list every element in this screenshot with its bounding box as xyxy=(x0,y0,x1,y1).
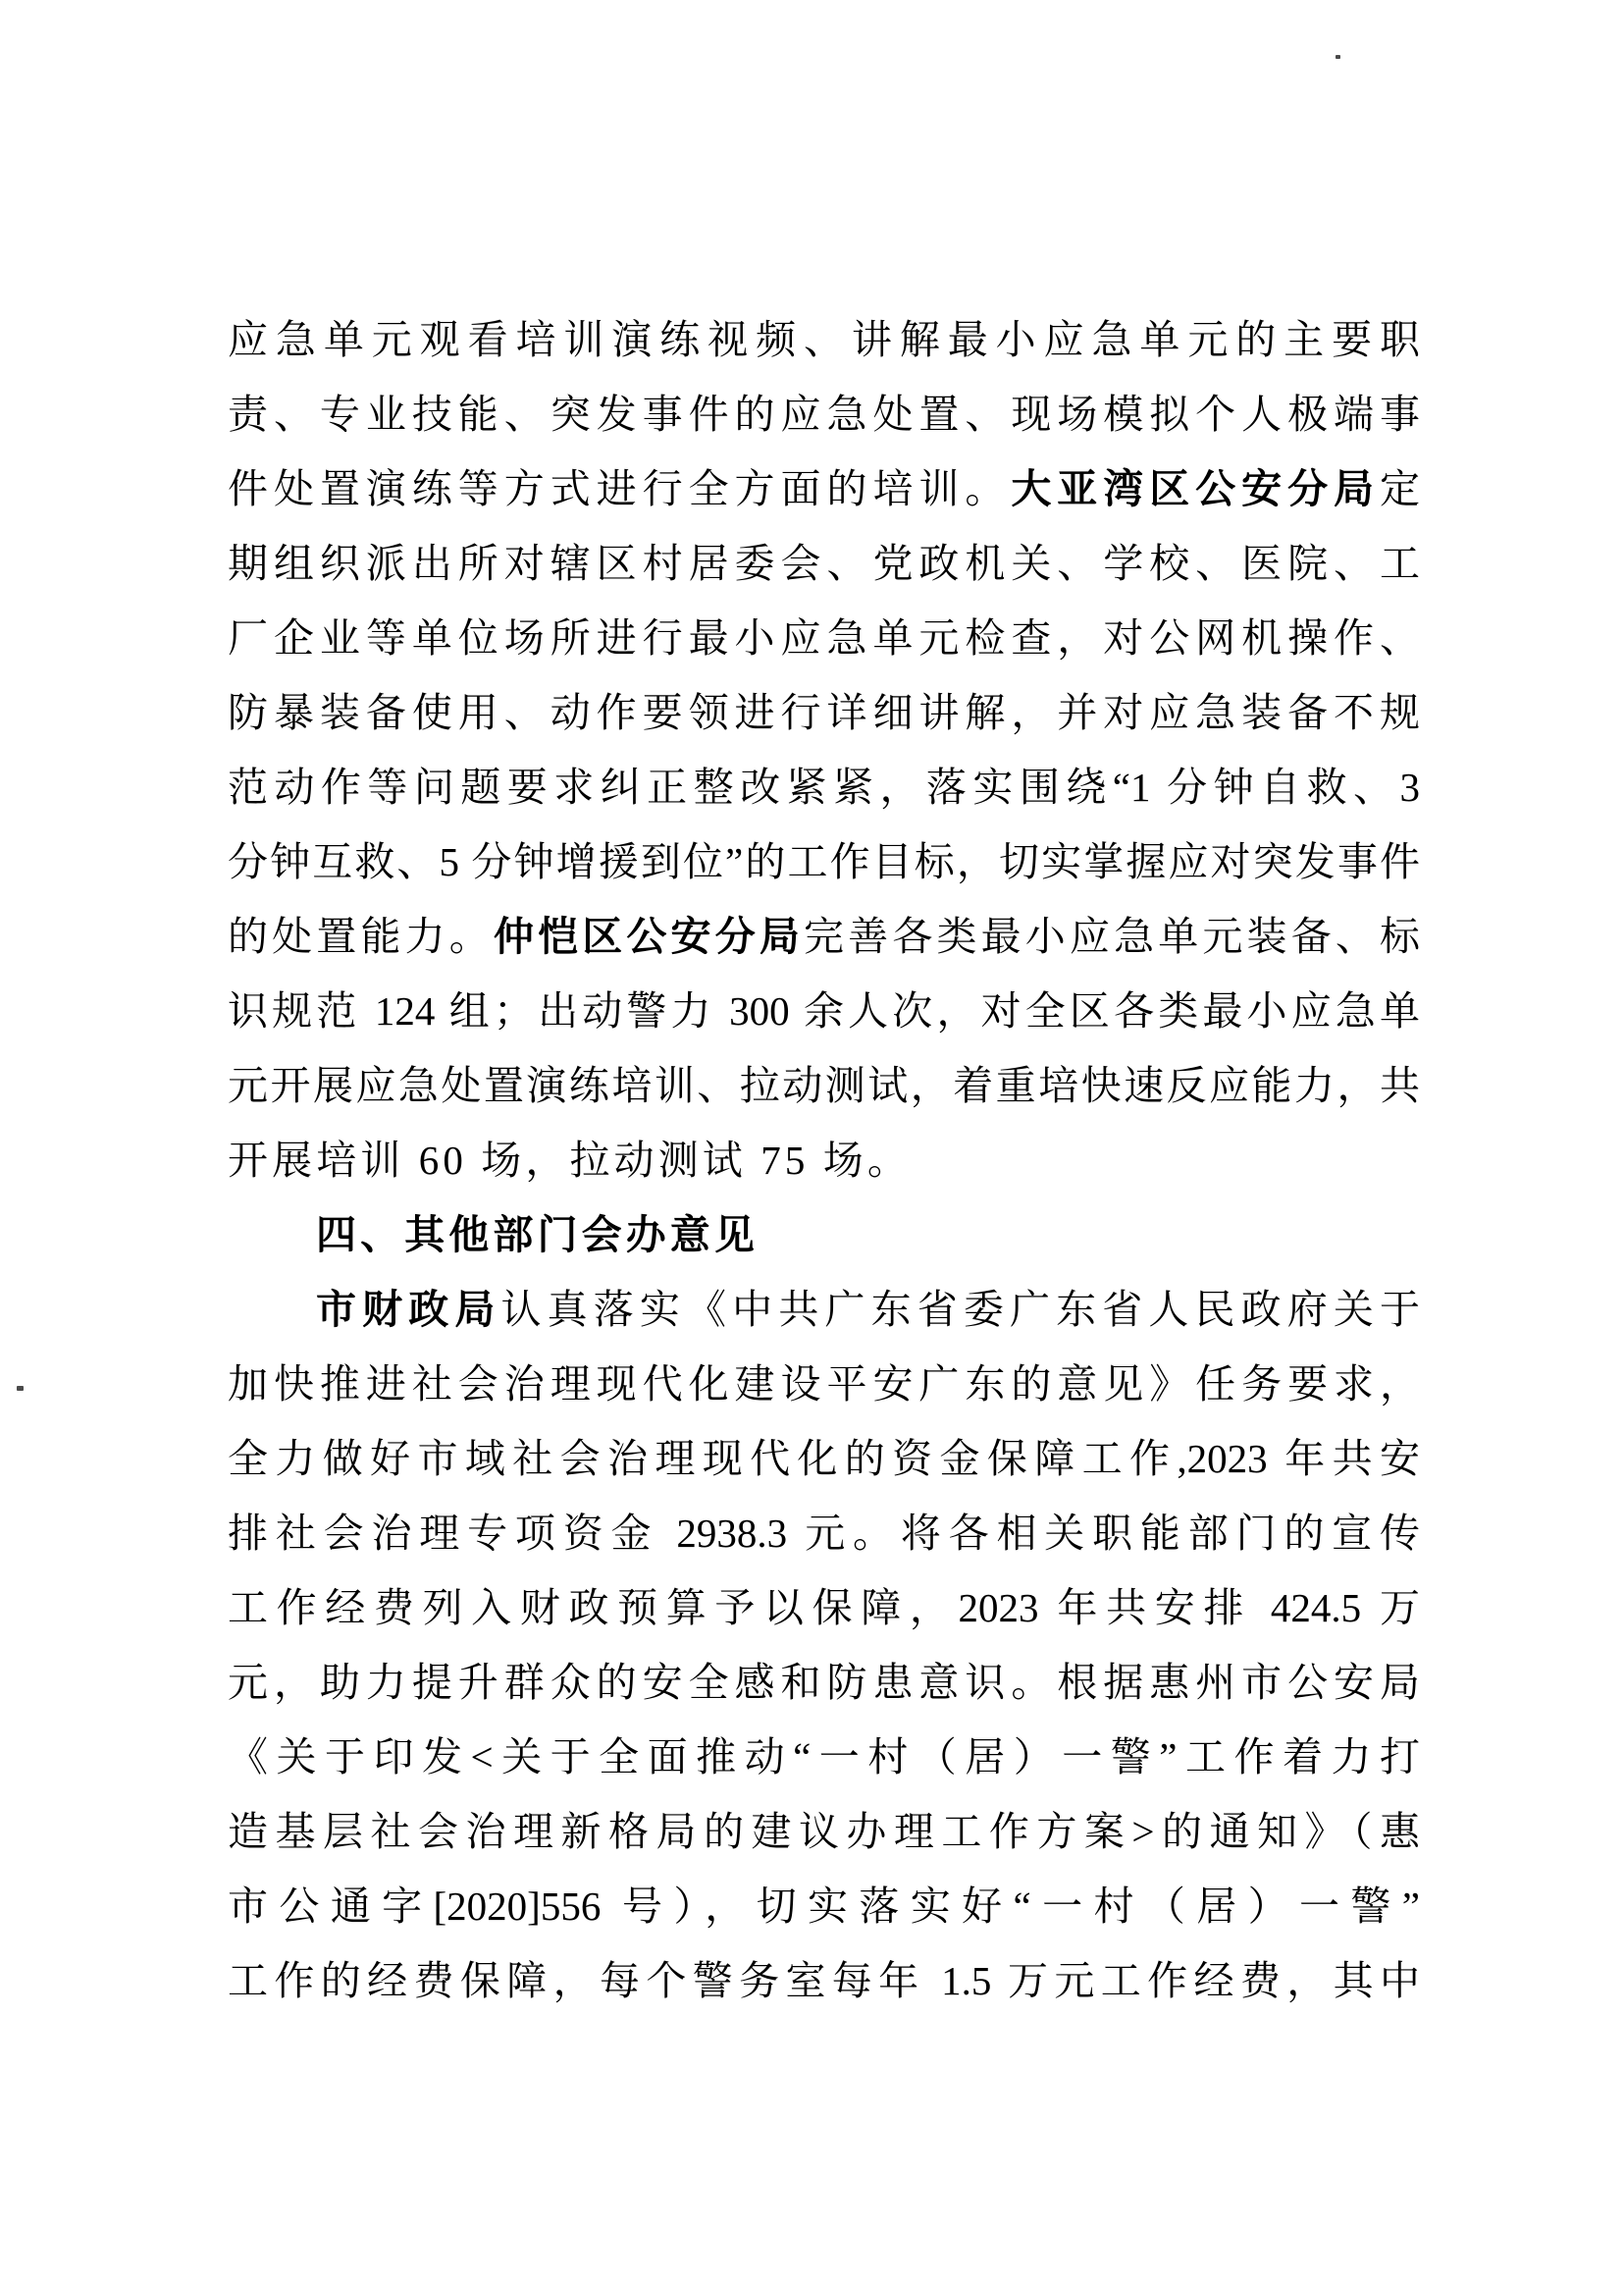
text-line-15 xyxy=(228,1347,1420,1421)
text-segment: 《关于印发<关于全面推动“一村（居）一警”工作着力打 xyxy=(228,1734,1420,1779)
scan-speck-1 xyxy=(17,1386,24,1391)
text-line-19 xyxy=(228,1645,1420,1720)
text-segment: 件处置演练等方式进行全方面的培训。 xyxy=(228,466,1012,511)
bold-text-segment: 仲恺区公安分局 xyxy=(493,914,805,959)
bold-text-segment: 大亚湾区公安分局 xyxy=(1011,466,1381,511)
text-line-17 xyxy=(228,1496,1420,1570)
text-segment: 的处置能力。 xyxy=(228,914,494,959)
text-segment: 应急单元观看培训演练视频、讲解最小应急单元的主要职 xyxy=(228,317,1420,362)
text-line-20 xyxy=(228,1720,1420,1794)
text-segment: 分钟互救、5 分钟增援到位”的工作目标，切实掌握应对突发事件 xyxy=(228,839,1420,884)
text-segment: 全力做好市域社会治理现代化的资金保障工作,2023 年共安 xyxy=(228,1436,1420,1481)
text-segment: 市公通字[2020]556 号），切实落实好“一村（居）一警” xyxy=(228,1884,1420,1929)
text-line-18 xyxy=(228,1570,1420,1645)
text-segment: 元开展应急处置演练培训、拉动测试，着重培快速反应能力，共 xyxy=(228,1063,1420,1108)
text-segment: 防暴装备使用、动作要领进行详细讲解，并对应急装备不规 xyxy=(228,690,1420,735)
text-segment: 期组织派出所对辖区村居委会、党政机关、学校、医院、工 xyxy=(228,541,1420,586)
text-segment: 定 xyxy=(1380,466,1421,511)
text-line-3 xyxy=(228,451,1420,526)
bold-text-segment: 市财政局 xyxy=(316,1287,501,1332)
text-segment: 识规范 124 组；出动警力 300 余人次，对全区各类最小应急单 xyxy=(228,988,1420,1034)
text-segment: 造基层社会治理新格局的建议办理工作方案>的通知》（惠 xyxy=(228,1809,1420,1854)
text-segment: 工作经费列入财政预算予以保障，2023 年共安排 424.5 万 xyxy=(228,1585,1420,1630)
text-line-6 xyxy=(228,675,1420,750)
bold-text-segment: 四、其他部门会办意见 xyxy=(316,1212,759,1257)
text-line-14 xyxy=(228,1272,1420,1347)
text-segment: 排社会治理专项资金 2938.3 元。将各相关职能部门的宣传 xyxy=(228,1511,1420,1556)
text-segment: 范动作等问题要求纠正整改紧紧，落实围绕“1 分钟自救、3 xyxy=(228,765,1420,810)
text-line-23 xyxy=(228,1943,1420,2018)
text-line-2 xyxy=(228,377,1420,451)
text-segment: 工作的经费保障，每个警务室每年 1.5 万元工作经费，其中 xyxy=(228,1958,1420,2003)
text-segment: 元，助力提升群众的安全感和防患意识。根据惠州市公安局 xyxy=(228,1660,1420,1705)
text-segment: 厂企业等单位场所进行最小应急单元检查，对公网机操作、 xyxy=(228,615,1420,661)
text-line-13 xyxy=(228,1197,1420,1272)
text-line-10 xyxy=(228,974,1420,1048)
text-line-9 xyxy=(228,899,1420,974)
text-line-21 xyxy=(228,1794,1420,1869)
text-line-7 xyxy=(228,750,1420,824)
text-segment: 认真落实《中共广东省委广东省人民政府关于 xyxy=(500,1287,1421,1332)
scan-speck-2 xyxy=(1336,55,1340,59)
text-line-22 xyxy=(228,1869,1420,1943)
text-segment: 完善各类最小应急单元装备、标 xyxy=(804,914,1421,959)
text-line-8 xyxy=(228,824,1420,899)
text-segment: 加快推进社会治理现代化建设平安广东的意见》任务要求， xyxy=(228,1361,1420,1406)
text-line-12 xyxy=(228,1123,1420,1197)
text-segment: 开展培训 60 场，拉动测试 75 场。 xyxy=(228,1138,912,1183)
text-line-4 xyxy=(228,526,1420,601)
text-line-16 xyxy=(228,1421,1420,1496)
text-line-11 xyxy=(228,1048,1420,1123)
text-line-5 xyxy=(228,601,1420,675)
document-body xyxy=(228,302,1420,2018)
text-segment: 责、专业技能、突发事件的应急处置、现场模拟个人极端事 xyxy=(228,392,1420,437)
text-line-1 xyxy=(228,302,1420,377)
